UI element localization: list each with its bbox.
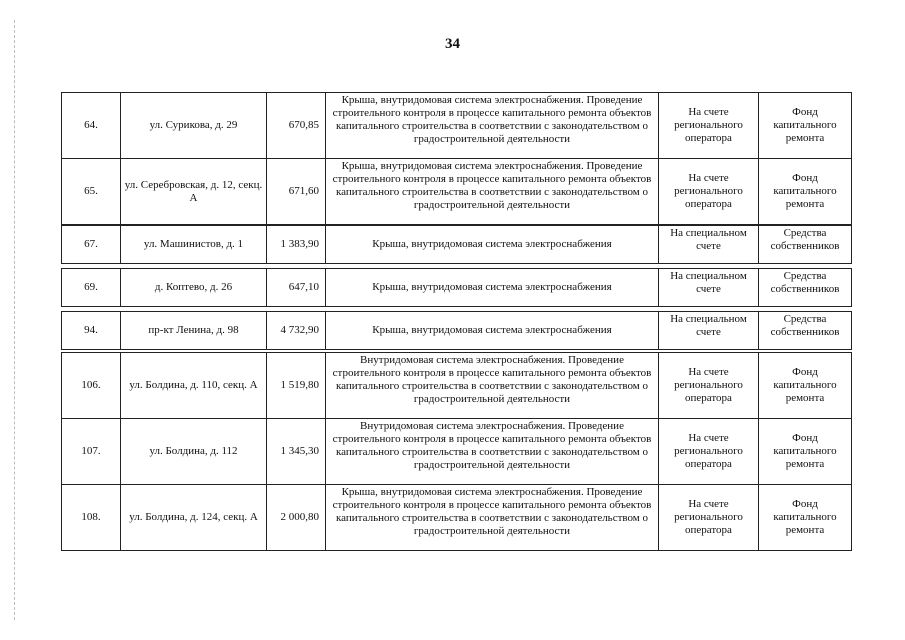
- row-number: 107.: [62, 419, 121, 485]
- table-row: [62, 159, 852, 225]
- works-cell: Крыша, внутридомовая система электроснабжения. Проведение строительного контроля в процессе капитального ремонта объектов капитального строительства в соответствии с законодательством о градостроительной деятельности: [326, 485, 659, 551]
- fund-cell: Фонд капитального ремонта: [759, 93, 852, 159]
- account-cell: На счете регионального оператора: [659, 159, 759, 225]
- address-cell: ул. Сурикова, д. 29: [121, 93, 267, 159]
- table-row: [62, 269, 852, 307]
- fund-cell: Фонд капитального ремонта: [759, 353, 852, 419]
- row-number: 106.: [62, 353, 121, 419]
- works-cell: Крыша, внутридомовая система электроснабжения: [326, 269, 659, 307]
- table-row: [62, 485, 852, 551]
- table-group: [61, 352, 852, 551]
- works-cell: Крыша, внутридомовая система электроснабжения. Проведение строительного контроля в процессе капитального ремонта объектов капитального строительства в соответствии с законодательством о градостроительной деятельности: [326, 93, 659, 159]
- area-cell: 671,60: [267, 159, 326, 225]
- table-group: [61, 268, 852, 307]
- area-cell: 647,10: [267, 269, 326, 307]
- works-cell: Крыша, внутридомовая система электроснабжения: [326, 312, 659, 350]
- address-cell: ул. Болдина, д. 112: [121, 419, 267, 485]
- works-cell: Внутридомовая система электроснабжения. Проведение строительного контроля в процессе капитального ремонта объектов капитального строительства в соответствии с законодательством о градостроительной деятельности: [326, 353, 659, 419]
- row-number: 69.: [62, 269, 121, 307]
- table-row: [62, 312, 852, 350]
- table-group: [61, 92, 852, 225]
- row-number: 108.: [62, 485, 121, 551]
- area-cell: 2 000,80: [267, 485, 326, 551]
- address-cell: пр-кт Ленина, д. 98: [121, 312, 267, 350]
- area-cell: 1 519,80: [267, 353, 326, 419]
- account-cell: На счете регионального оператора: [659, 485, 759, 551]
- row-number: 94.: [62, 312, 121, 350]
- account-cell: На специальном счете: [659, 312, 759, 350]
- table-group: [61, 225, 852, 264]
- account-cell: На счете регионального оператора: [659, 419, 759, 485]
- works-cell: Крыша, внутридомовая система электроснабжения. Проведение строительного контроля в процессе капитального ремонта объектов капитального строительства в соответствии с законодательством о градостроительной деятельности: [326, 159, 659, 225]
- area-cell: 1 383,90: [267, 226, 326, 264]
- fund-cell: Средства собственников: [759, 312, 852, 350]
- table-group: [61, 311, 852, 350]
- address-cell: ул. Серебровская, д. 12, секц. А: [121, 159, 267, 225]
- fund-cell: Средства собственников: [759, 269, 852, 307]
- area-cell: 670,85: [267, 93, 326, 159]
- fund-cell: Фонд капитального ремонта: [759, 485, 852, 551]
- row-number: 65.: [62, 159, 121, 225]
- area-cell: 4 732,90: [267, 312, 326, 350]
- table-row: [62, 419, 852, 485]
- fund-cell: Фонд капитального ремонта: [759, 419, 852, 485]
- scan-margin-marks: [14, 20, 16, 620]
- row-number: 67.: [62, 226, 121, 264]
- table-row: [62, 226, 852, 264]
- fund-cell: Средства собственников: [759, 226, 852, 264]
- table-row: [62, 93, 852, 159]
- page-number: 34: [445, 36, 460, 52]
- account-cell: На специальном счете: [659, 226, 759, 264]
- works-cell: Крыша, внутридомовая система электроснабжения: [326, 226, 659, 264]
- row-number: 64.: [62, 93, 121, 159]
- fund-cell: Фонд капитального ремонта: [759, 159, 852, 225]
- area-cell: 1 345,30: [267, 419, 326, 485]
- address-cell: ул. Машинистов, д. 1: [121, 226, 267, 264]
- account-cell: На счете регионального оператора: [659, 93, 759, 159]
- account-cell: На специальном счете: [659, 269, 759, 307]
- address-cell: д. Коптево, д. 26: [121, 269, 267, 307]
- account-cell: На счете регионального оператора: [659, 353, 759, 419]
- address-cell: ул. Болдина, д. 124, секц. А: [121, 485, 267, 551]
- works-cell: Внутридомовая система электроснабжения. Проведение строительного контроля в процессе капитального ремонта объектов капитального строительства в соответствии с законодательством о градостроительной деятельности: [326, 419, 659, 485]
- address-cell: ул. Болдина, д. 110, секц. А: [121, 353, 267, 419]
- table-row: [62, 353, 852, 419]
